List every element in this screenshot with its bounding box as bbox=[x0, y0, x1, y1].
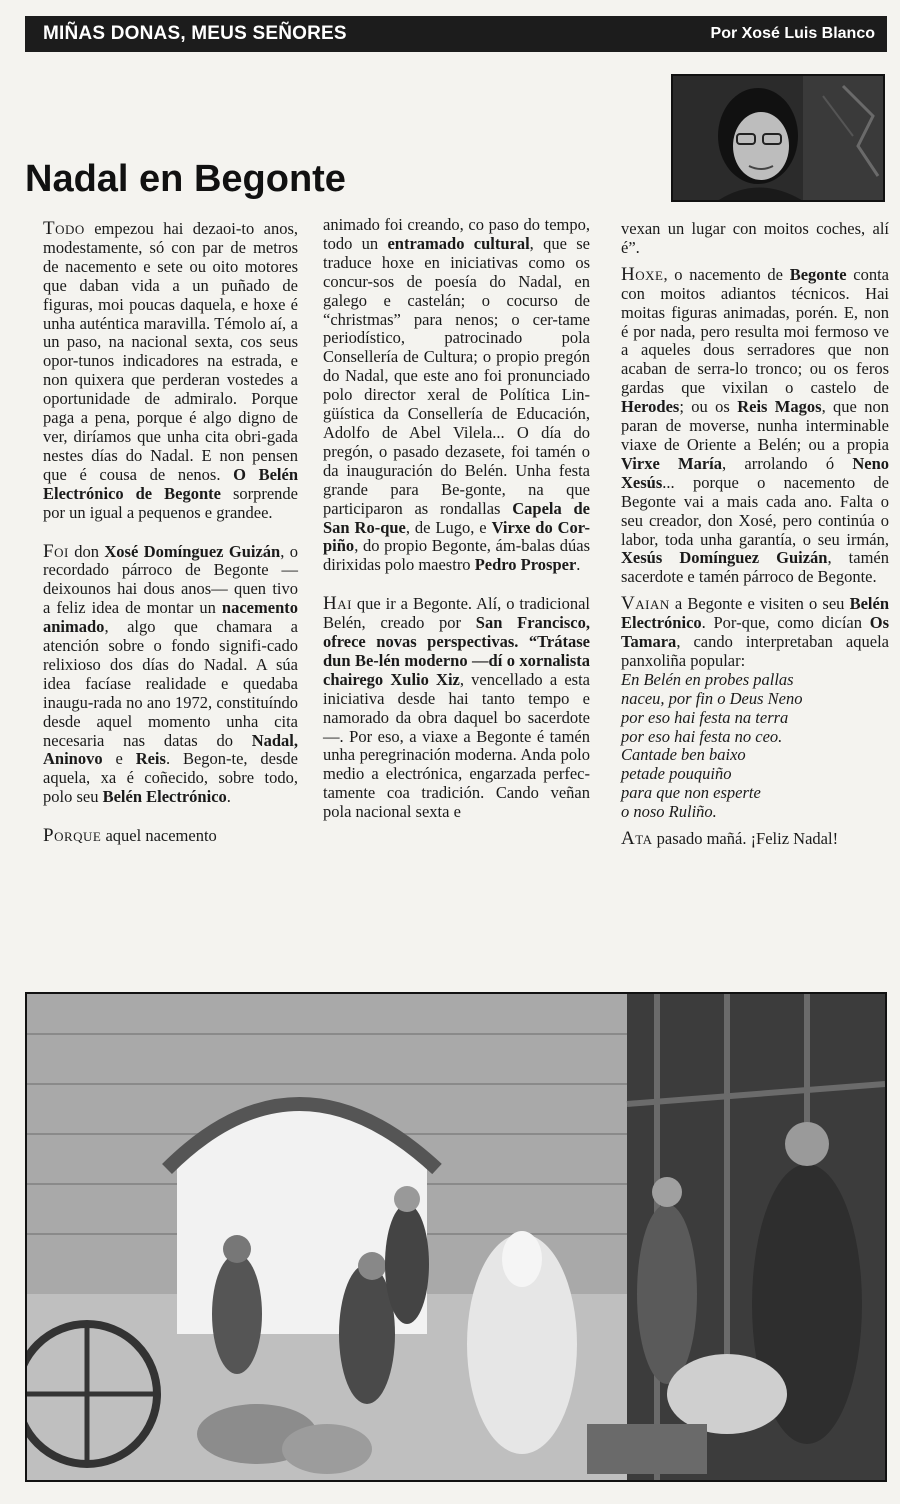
poem-line: Cantade ben baixo bbox=[621, 745, 746, 765]
paragraph bbox=[621, 220, 889, 258]
text-run: , de Lugo, e bbox=[405, 517, 492, 537]
lead-in: Hoxe bbox=[621, 263, 664, 285]
text-run: aquel nacemento bbox=[101, 826, 217, 846]
bold-run: Herodes bbox=[621, 397, 680, 417]
bold-run: Reis Magos bbox=[737, 397, 822, 417]
author-portrait-photo bbox=[671, 74, 885, 202]
article-column-2 bbox=[323, 216, 590, 822]
bold-run: Begonte bbox=[789, 264, 847, 284]
text-run: , arrolando ó bbox=[722, 453, 853, 473]
bold-run: entramado cultural bbox=[387, 233, 530, 253]
bold-run: Neno Xesús bbox=[621, 453, 889, 492]
paragraph bbox=[621, 595, 889, 671]
byline: Por Xosé Luis Blanco bbox=[710, 25, 875, 42]
text-run: , tamén sacerdote e tamén párroco de Begonte. bbox=[621, 548, 889, 587]
paragraph bbox=[43, 827, 298, 846]
bold-run: nacemento animado bbox=[43, 598, 298, 637]
poem-line: En Belén en probes pallas bbox=[621, 669, 794, 689]
text-run: . bbox=[576, 555, 581, 575]
text-run: , o recordado párroco de Begonte —deixounos hai dous anos— quen tivo a feliz idea de montar un bbox=[43, 541, 299, 618]
poem-line: o noso Ruliño. bbox=[621, 802, 717, 822]
poem-line: naceu, por fin o Deus Neno bbox=[621, 688, 803, 708]
bold-run: Pedro Prosper bbox=[474, 555, 577, 575]
lead-in: Ata bbox=[621, 828, 653, 850]
text-run: animado foi creando, co paso do tempo, todo un bbox=[323, 215, 590, 253]
poem-verse bbox=[621, 671, 889, 822]
paragraph bbox=[43, 540, 299, 808]
text-run: pasado mañá. ¡Feliz Nadal! bbox=[652, 829, 839, 849]
lead-in: Foi bbox=[43, 540, 69, 562]
article-column-1 bbox=[43, 220, 298, 846]
bold-run: Os Tamara bbox=[621, 613, 889, 652]
text-run: a Begonte e visiten o seu bbox=[669, 594, 850, 614]
text-run: , que se traduce hoxe en iniciativas como os concur-sos de poesía do Nadal, en galego e castelán; o cocurso de “christmas” para nenos; o cer-tame periodístico, patrocinado pola Consellería de Cultura; o propio pregón do Nadal, que este ano foi pronunciado polo director xeral de Política Lin-güística da Consellería de Educación, Adolfo de Abel Vilela... O día do pregón, o pasado dezasete, foi tamén o da inauguración do Belén. Unha festa grande para Be-gonte, na que participaron as rondallas bbox=[323, 233, 590, 518]
paragraph bbox=[323, 595, 590, 822]
text-run: don bbox=[68, 541, 105, 561]
text-run: . Begon-te, desde aquela, xa é coñecido, sobre todo, polo seu bbox=[43, 749, 298, 807]
bold-run: San Francisco, ofrece novas perspectivas. “Trátase dun Be-lén moderno —dí o xornalista chairego Xulio Xiz bbox=[323, 613, 590, 689]
bold-run: Reis bbox=[135, 749, 166, 769]
text-run: ; ou os bbox=[679, 397, 738, 417]
paragraph bbox=[323, 216, 590, 575]
bold-run: Capela de San Ro-que bbox=[323, 498, 590, 537]
poem-line: por eso hai festa no ceo. bbox=[621, 726, 783, 746]
paragraph bbox=[621, 263, 889, 587]
poem-line: petade pouquiño bbox=[621, 764, 732, 784]
poem-line: para que non esperte bbox=[621, 783, 761, 803]
paragraph bbox=[43, 220, 298, 523]
bold-run: Xosé Domínguez Guizán bbox=[104, 541, 281, 561]
section-header-bar bbox=[25, 16, 887, 52]
section-title: MIÑAS DONAS, MEUS SEÑORES bbox=[43, 23, 347, 44]
text-run: , cando interpretaban aquela panxoliña popular: bbox=[621, 632, 889, 670]
text-run: , o nacemento de bbox=[663, 264, 790, 284]
bold-run: Virxe do Cor-piño bbox=[323, 517, 590, 556]
lead-in: Todo bbox=[43, 218, 85, 239]
bold-run: Virxe María bbox=[621, 453, 723, 473]
article-column-3 bbox=[621, 220, 889, 849]
text-run: sorprende por un igual a pequenos e grandee. bbox=[43, 483, 299, 522]
text-run: ... porque o nacemento de Begonte vai a mais cada ano. Falta o seu creador, don Xosé, pero continúa o labor, toda unha garantía, o seu irmán, bbox=[621, 472, 889, 549]
text-run: e bbox=[102, 749, 136, 769]
article-headline: Nadal en Begonte bbox=[25, 158, 346, 200]
text-run: . bbox=[226, 787, 231, 807]
lead-in: Hai bbox=[323, 593, 352, 615]
text-run: . Por-que, como dicían bbox=[701, 613, 870, 633]
text-run: vexan un lugar con moitos coches, alí é”. bbox=[621, 219, 889, 257]
text-run: , algo que chamara a atención sobre o fondo signifi-cado relixioso dos días do Nadal. A súa idea facíase realidade e quedaba inaugu-rada no ano 1972, constituíndo desde aquel momento unha cita necesaria nas datas do bbox=[43, 617, 298, 750]
bold-run: O Belén Electrónico de Begonte bbox=[43, 464, 298, 503]
poem-line: por eso hai festa na terra bbox=[621, 707, 789, 727]
lead-in: Porque bbox=[43, 825, 102, 847]
paragraph bbox=[621, 830, 889, 849]
bold-run: Nadal, Aninovo bbox=[43, 730, 298, 769]
text-run: que ir a Begonte. Alí, o tradicional Belén, creado por bbox=[323, 594, 590, 633]
lead-in: Vaian bbox=[621, 593, 670, 615]
text-run: conta con moitos adiantos técnicos. Hai moitas figuras animadas, porén. E, non é por nada, pero resulta moi fermoso ve a aqueles dous serradores que non acaban de serra-lo tronco; ou os feros gardas que vixilan o castelo de bbox=[621, 264, 889, 398]
bold-run: Belén Electrónico bbox=[621, 594, 889, 633]
bold-run: Xesús Domínguez Guizán bbox=[621, 548, 828, 568]
nativity-scene-photo bbox=[25, 992, 887, 1482]
text-run: , do propio Begonte, ám-balas dúas dirixidas polo maestro bbox=[323, 536, 590, 575]
text-run: empezou hai dezaoi-to anos, modestamente, só con par de metros de nacemento e sete ou oito motores que daban vida a un puñado de figuras, moi poucas daquela, e hoxe é unha auténtica maravilla. Témolo aí, a un paso, na nacional sexta, cos seus opor-tunos indicadores na estrada, e non quixera que perderan vostedes a oportunidade de admiralo. Porque paga a pena, porque é algo digno de ver, diríamos que unha cita obri-gada nestes días do Nadal. E non pensen que é cousa de nenos. bbox=[43, 219, 298, 484]
text-run: , que non paran de moverse, nunha interminable viaxe de Oriente a Belén; ou a propia bbox=[621, 397, 889, 454]
text-run: , vencellado a esta iniciativa desde hai tanto tempo e namorado da obra daquel bo sacerdote—. Por eso, a viaxe a Begonte é tamén unha peregrinación moderna. Anda polo medio a electrónica, engarzada perfec-tamente coa tradición. Cando veñan pola nacional sexta e bbox=[323, 669, 590, 822]
bold-run: Belén Electrónico bbox=[102, 787, 227, 807]
